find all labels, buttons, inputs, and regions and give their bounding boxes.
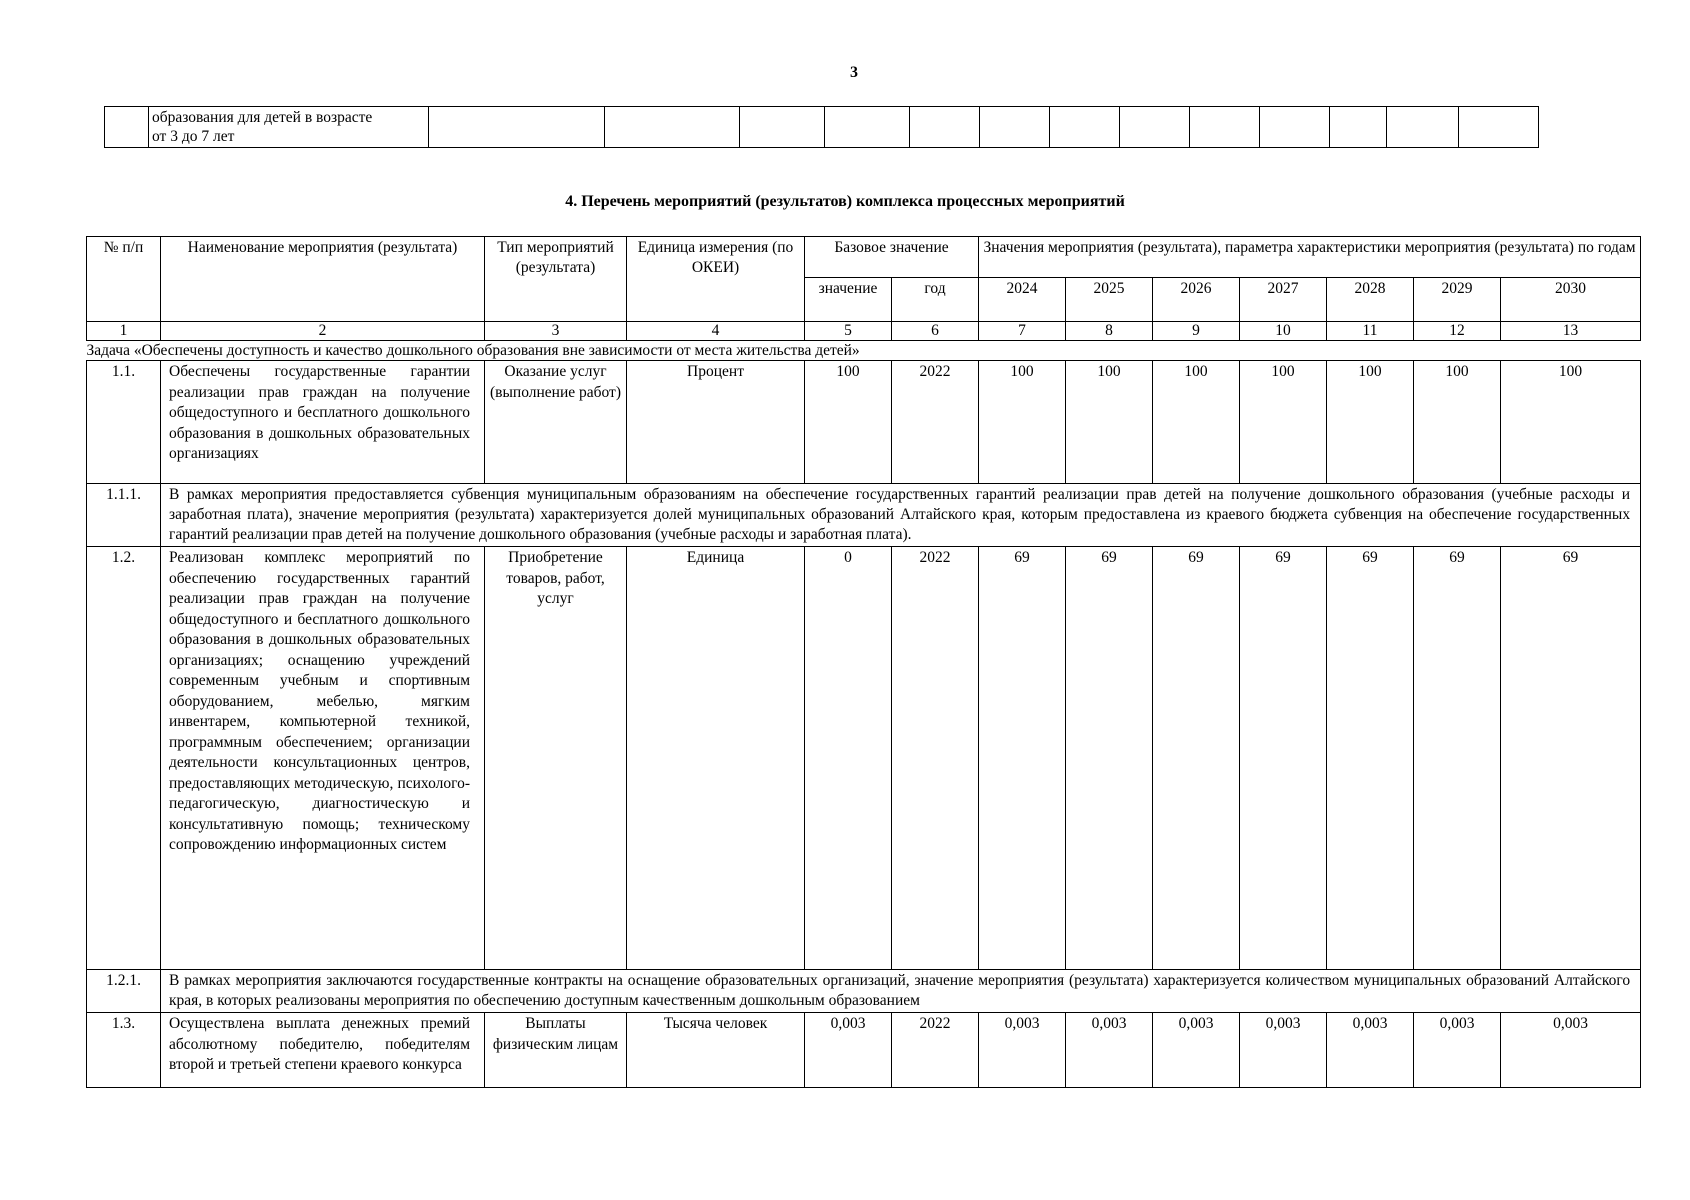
row-year-value: 100 bbox=[979, 361, 1066, 484]
column-number: 8 bbox=[1066, 322, 1153, 341]
table-cell bbox=[1260, 107, 1330, 148]
row-unit: Единица bbox=[627, 547, 805, 970]
row-base-year: 2022 bbox=[892, 361, 979, 484]
detail-number: 1.1.1. bbox=[87, 484, 161, 547]
row-base-value: 0 bbox=[805, 547, 892, 970]
header-values-group: Значения мероприятия (результата), параметра характеристики мероприятия (результата) по годам bbox=[979, 237, 1641, 278]
continued-table bbox=[104, 106, 1539, 148]
column-number: 1 bbox=[87, 322, 161, 341]
header-type: Тип мероприятий (результата) bbox=[485, 237, 627, 322]
row-base-year: 2022 bbox=[892, 1013, 979, 1088]
row-name: Реализован комплекс мероприятий по обеспечению государственных гарантий реализации прав граждан на получение общедоступного и бесплатного дошкольного образования в дошкольных образовательных организациях; оснащению учреждений современным учебным и спортивным оборудованием, мебелью, мягким инвентарем, компьютерной техникой, программным обеспечением; организации деятельности консультационных центров, предоставляющих методическую, психолого-педагогическую, диагностическую и консультативную помощь; техническому сопровождению информационных систем bbox=[161, 547, 485, 970]
column-number: 6 bbox=[892, 322, 979, 341]
row-unit: Процент bbox=[627, 361, 805, 484]
row-year-value: 100 bbox=[1066, 361, 1153, 484]
header-num: № п/п bbox=[87, 237, 161, 322]
detail-number: 1.2.1. bbox=[87, 970, 161, 1013]
row-number: 1.3. bbox=[87, 1013, 161, 1088]
detail-row bbox=[87, 970, 1641, 1013]
row-year-value: 0,003 bbox=[1327, 1013, 1414, 1088]
row-type: Приобретение товаров, работ, услуг bbox=[485, 547, 627, 970]
header-year: 2025 bbox=[1066, 278, 1153, 322]
table-cell bbox=[740, 107, 825, 148]
table-cell bbox=[1120, 107, 1190, 148]
header-unit: Единица измерения (по ОКЕИ) bbox=[627, 237, 805, 322]
row-type: Выплаты физическим лицам bbox=[485, 1013, 627, 1088]
row-year-value: 0,003 bbox=[1066, 1013, 1153, 1088]
header-base: Базовое значение bbox=[805, 237, 979, 278]
header-name: Наименование мероприятия (результата) bbox=[161, 237, 485, 322]
table-cell bbox=[1387, 107, 1459, 148]
header-year: 2026 bbox=[1153, 278, 1240, 322]
row-base-value: 100 bbox=[805, 361, 892, 484]
table-row bbox=[105, 107, 1539, 148]
table-cell bbox=[605, 107, 740, 148]
detail-text: В рамках мероприятия заключаются государственные контракты на оснащение образовательных организаций, значение мероприятия (результата) характеризуется количеством муниципальных образований Алтайского края, в которых реализованы мероприятия по обеспечению доступным качественным дошкольным образованием bbox=[161, 970, 1641, 1013]
row-year-value: 100 bbox=[1414, 361, 1501, 484]
table-cell bbox=[1050, 107, 1120, 148]
column-number: 5 bbox=[805, 322, 892, 341]
row-year-value: 0,003 bbox=[1153, 1013, 1240, 1088]
header-base-year: год bbox=[892, 278, 979, 322]
table-cell bbox=[1190, 107, 1260, 148]
header-year: 2030 bbox=[1501, 278, 1641, 322]
row-base-value: 0,003 bbox=[805, 1013, 892, 1088]
cell-text: от 3 до 7 лет bbox=[152, 128, 235, 145]
row-name: Обеспечены государственные гарантии реализации прав граждан на получение общедоступного и бесплатного дошкольного образования в дошкольных образовательных организациях bbox=[161, 361, 485, 484]
table-cell bbox=[149, 107, 429, 148]
row-year-value: 69 bbox=[979, 547, 1066, 970]
column-number: 9 bbox=[1153, 322, 1240, 341]
row-year-value: 69 bbox=[1327, 547, 1414, 970]
table-cell bbox=[980, 107, 1050, 148]
table-cell bbox=[429, 107, 605, 148]
row-number: 1.2. bbox=[87, 547, 161, 970]
task-text: Задача «Обеспечены доступность и качество дошкольного образования вне зависимости от места жительства детей» bbox=[87, 341, 1641, 361]
header-year: 2027 bbox=[1240, 278, 1327, 322]
row-year-value: 100 bbox=[1240, 361, 1327, 484]
row-name: Осуществлена выплата денежных премий абсолютному победителю, победителям второй и третьей степени краевого конкурса bbox=[161, 1013, 485, 1088]
row-unit: Тысяча человек bbox=[627, 1013, 805, 1088]
row-year-value: 0,003 bbox=[1414, 1013, 1501, 1088]
column-number: 2 bbox=[161, 322, 485, 341]
column-number: 10 bbox=[1240, 322, 1327, 341]
table-cell bbox=[1459, 107, 1539, 148]
column-number: 13 bbox=[1501, 322, 1641, 341]
header-year: 2029 bbox=[1414, 278, 1501, 322]
activities-table bbox=[86, 236, 1641, 1088]
table-cell bbox=[105, 107, 149, 148]
table-row bbox=[87, 547, 1641, 970]
column-number: 3 bbox=[485, 322, 627, 341]
table-row bbox=[87, 361, 1641, 484]
detail-row bbox=[87, 484, 1641, 547]
row-base-year: 2022 bbox=[892, 547, 979, 970]
column-number: 11 bbox=[1327, 322, 1414, 341]
row-year-value: 100 bbox=[1153, 361, 1240, 484]
row-year-value: 100 bbox=[1327, 361, 1414, 484]
row-year-value: 0,003 bbox=[1240, 1013, 1327, 1088]
page-number: 3 bbox=[850, 64, 858, 81]
header-year: 2028 bbox=[1327, 278, 1414, 322]
table-cell bbox=[825, 107, 910, 148]
row-number: 1.1. bbox=[87, 361, 161, 484]
row-year-value: 0,003 bbox=[1501, 1013, 1641, 1088]
row-year-value: 100 bbox=[1501, 361, 1641, 484]
table-row bbox=[87, 1013, 1641, 1088]
row-year-value: 69 bbox=[1501, 547, 1641, 970]
column-number: 4 bbox=[627, 322, 805, 341]
row-year-value: 69 bbox=[1066, 547, 1153, 970]
table-cell bbox=[1330, 107, 1387, 148]
task-row bbox=[87, 341, 1641, 361]
column-number: 12 bbox=[1414, 322, 1501, 341]
row-type: Оказание услуг (выполнение работ) bbox=[485, 361, 627, 484]
header-year: 2024 bbox=[979, 278, 1066, 322]
row-year-value: 0,003 bbox=[979, 1013, 1066, 1088]
cell-text: образования для детей в возрасте bbox=[152, 109, 373, 126]
table-cell bbox=[910, 107, 980, 148]
row-year-value: 69 bbox=[1153, 547, 1240, 970]
column-numbers-row bbox=[87, 322, 1641, 341]
section-title: 4. Перечень мероприятий (результатов) комплекса процессных мероприятий bbox=[565, 193, 1125, 210]
row-year-value: 69 bbox=[1414, 547, 1501, 970]
header-row bbox=[87, 237, 1641, 278]
column-number: 7 bbox=[979, 322, 1066, 341]
header-base-value: значение bbox=[805, 278, 892, 322]
row-year-value: 69 bbox=[1240, 547, 1327, 970]
detail-text: В рамках мероприятия предоставляется субвенция муниципальным образованиям на обеспечение государственных гарантий реализации прав детей на получение дошкольного образования (учебные расходы и заработная плата), значение мероприятия (результата) характеризуется долей муниципальных образований Алтайского края, которым предоставлена из краевого бюджета субвенция на обеспечение государственных гарантий реализации прав детей на получение дошкольного образования (учебные расходы и заработная плата). bbox=[161, 484, 1641, 547]
